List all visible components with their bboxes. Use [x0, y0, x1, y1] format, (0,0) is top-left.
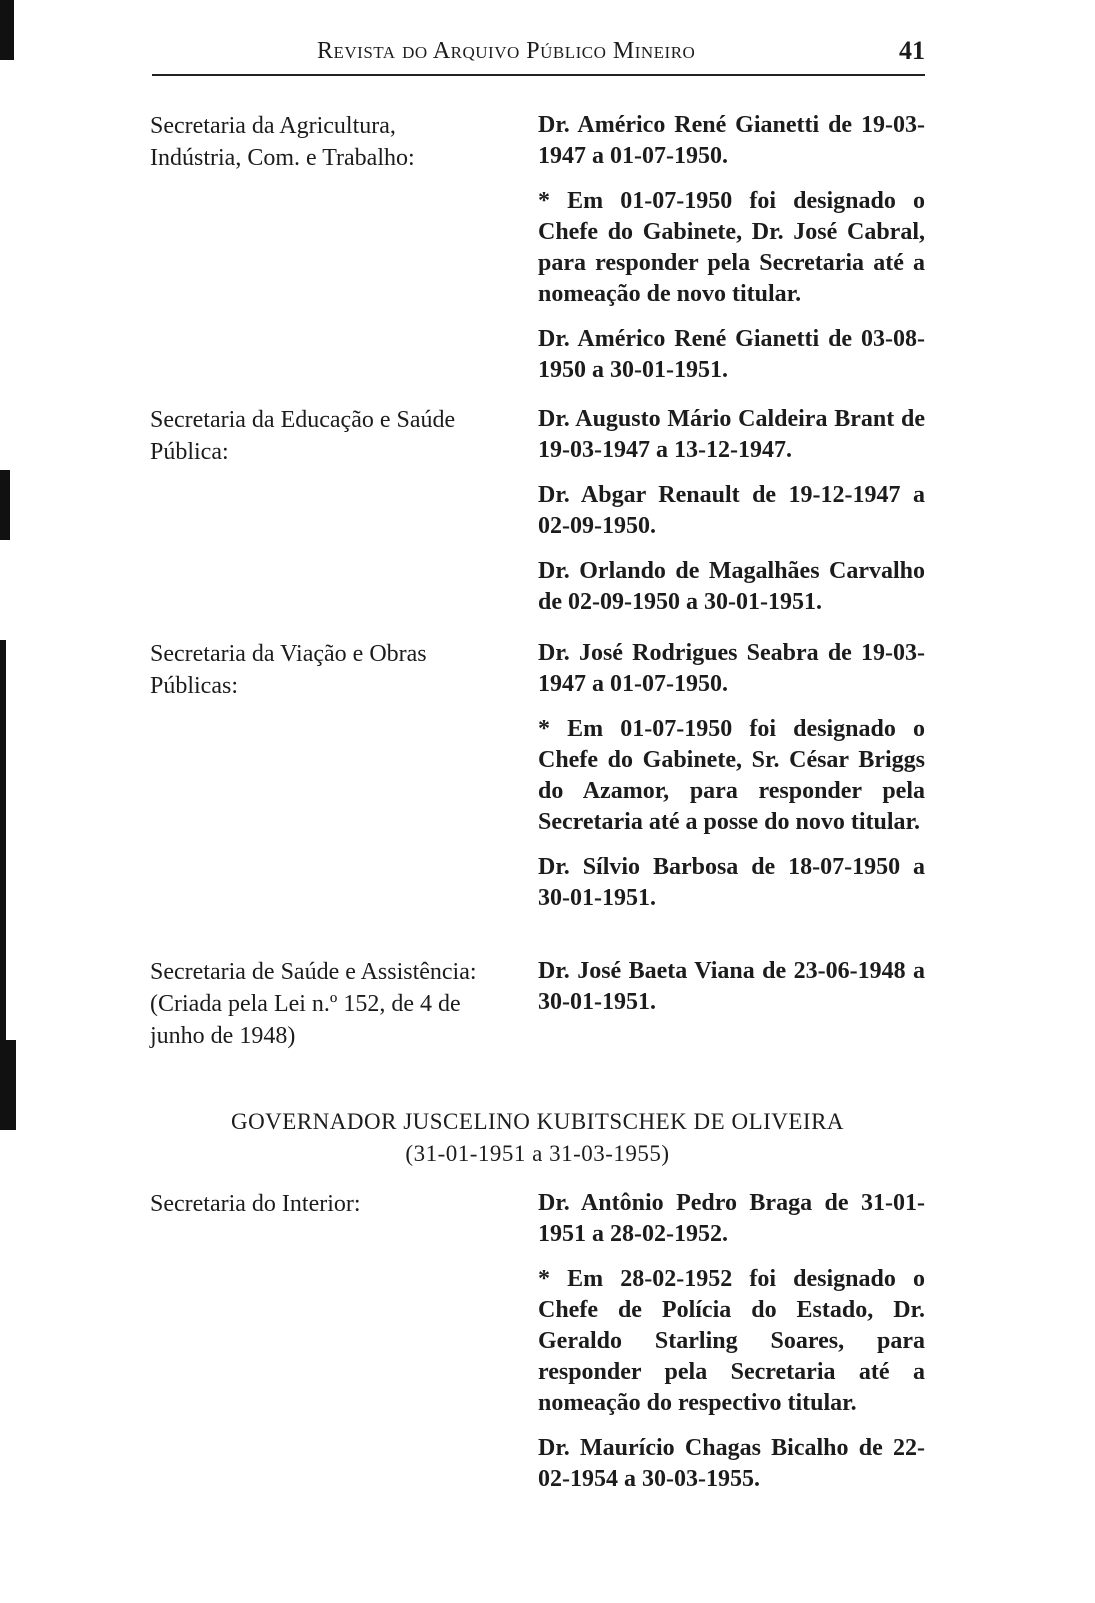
scan-artifact: [0, 640, 6, 1040]
governor-heading: [150, 1106, 925, 1170]
entry-details: [538, 956, 925, 1032]
entry-paragraph: Dr. Augusto Mário Caldeira Brant de 19-03-1947 a 13-12-1947.: [538, 406, 925, 463]
entry-note: * Em 01-07-1950 foi designado o Chefe do Gabinete, Dr. José Cabral, para responder pela Secretaria até a nomeação de novo titular.: [538, 188, 925, 307]
entry-label: Secretaria da Viação e Obras Públicas:: [150, 641, 427, 699]
entry-details: [538, 638, 925, 928]
entry-paragraph: Dr. José Baeta Viana de 23-06-1948 a 30-01-1951.: [538, 958, 925, 1015]
entry-label: Secretaria de Saúde e Assistência: (Criada pela Lei n.º 152, de 4 de junho de 1948): [150, 959, 477, 1049]
running-header: [152, 34, 925, 76]
entry-details: [538, 1188, 925, 1509]
entry-paragraph: Dr. José Rodrigues Seabra de 19-03-1947 a 01-07-1950.: [538, 640, 925, 697]
entry-label: Secretaria do Interior:: [150, 1191, 361, 1217]
entry-paragraph: Dr. Maurício Chagas Bicalho de 22-02-1954 a 30-03-1955.: [538, 1435, 925, 1492]
entry-paragraph: Dr. Sílvio Barbosa de 18-07-1950 a 30-01-1951.: [538, 854, 925, 911]
entry-note: * Em 28-02-1952 foi designado o Chefe de Polícia do Estado, Dr. Geraldo Starling Soares, para responder pela Secretaria até a nomeação do respectivo titular.: [538, 1266, 925, 1416]
scan-artifact: [0, 0, 14, 60]
page-number: 41: [899, 36, 925, 65]
scan-artifact: [0, 1040, 16, 1130]
running-title: Revista do Arquivo Público Mineiro: [317, 38, 696, 64]
entry-label: Secretaria da Educação e Saúde Pública:: [150, 407, 456, 465]
governor-name: GOVERNADOR JUSCELINO KUBITSCHEK DE OLIVEIRA: [230, 1109, 845, 1134]
entry-details: [538, 110, 925, 400]
governor-term: (31-01-1951 a 31-03-1955): [405, 1141, 670, 1166]
entry-details: [538, 404, 925, 632]
entry-paragraph: Dr. Américo René Gianetti de 03-08-1950 a 30-01-1951.: [538, 326, 925, 383]
entry-paragraph: Dr. Américo René Gianetti de 19-03-1947 a 01-07-1950.: [538, 112, 925, 169]
entry-note: * Em 01-07-1950 foi designado o Chefe do Gabinete, Sr. César Briggs do Azamor, para responder pela Secretaria até a posse do novo titular.: [538, 716, 925, 835]
entry-paragraph: Dr. Orlando de Magalhães Carvalho de 02-09-1950 a 30-01-1951.: [538, 558, 925, 615]
entry-paragraph: Dr. Antônio Pedro Braga de 31-01-1951 a 28-02-1952.: [538, 1190, 925, 1247]
entry-paragraph: Dr. Abgar Renault de 19-12-1947 a 02-09-1950.: [538, 482, 925, 539]
entry-label: Secretaria da Agricultura, Indústria, Com. e Trabalho:: [150, 113, 415, 171]
scan-artifact: [0, 470, 10, 540]
